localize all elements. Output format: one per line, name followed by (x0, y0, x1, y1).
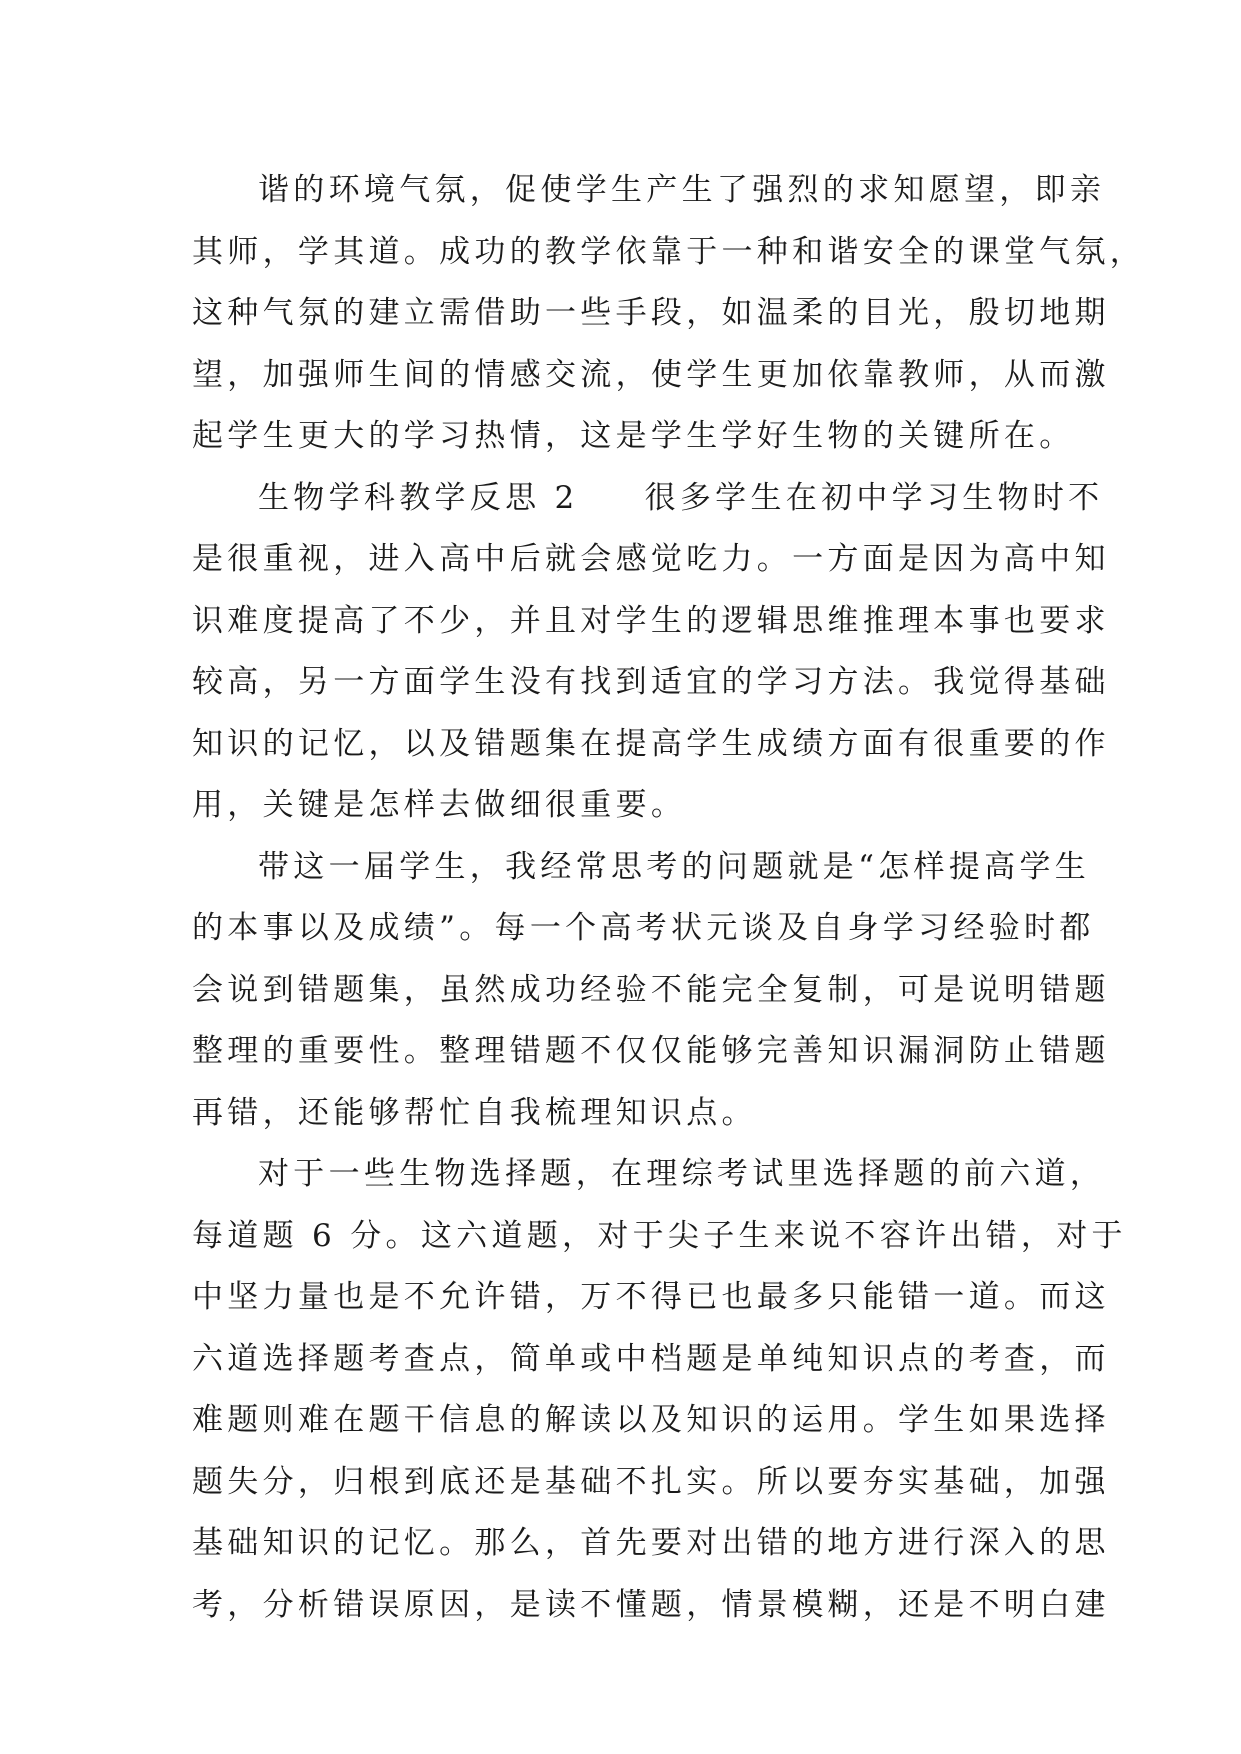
section-first-text: 很多学生在初中学习生物时不 (644, 479, 1104, 516)
text-line: 难题则难在题干信息的解读以及知识的运用。学生如果选择 (192, 1402, 1110, 1438)
text-line: 知识的记忆，以及错题集在提高学生成绩方面有很重要的作 (192, 725, 1110, 762)
section-heading: 生物学科教学反思 2 (258, 479, 579, 516)
text-line: 考，分析错误原因，是读不懂题，情景模糊，还是不明白建 (192, 1586, 1110, 1623)
text-line: 这种气氛的建立需借助一些手段，如温柔的目光，殷切地期 (192, 295, 1110, 331)
text-line: 其师，学其道。成功的教学依靠于一种和谐安全的课堂气氛， (192, 233, 1146, 270)
text-line: 是很重视，进入高中后就会感觉吃力。一方面是因为高中知 (192, 541, 1110, 577)
text-line: 的本事以及成绩”。每一个高考状元谈及自身学习经验时都 (192, 910, 1095, 946)
text-line: 识难度提高了不少，并且对学生的逻辑思维推理本事也要求 (192, 602, 1110, 639)
text-line: 谐的环境气氛，促使学生产生了强烈的求知愿望，即亲 (258, 172, 1106, 208)
text-line: 再错，还能够帮忙自我梳理知识点。 (192, 1094, 757, 1131)
text-line: 带这一届学生，我经常思考的问题就是“怎样提高学生 (258, 848, 1091, 885)
text-line: 较高，另一方面学生没有找到适宜的学习方法。我觉得基础 (192, 664, 1110, 700)
text-line: 每道题 6 分。这六道题，对于尖子生来说不容许出错，对于 (192, 1217, 1127, 1254)
text-line: 起学生更大的学习热情，这是学生学好生物的关键所在。 (192, 418, 1075, 454)
text-line: 对于一些生物选择题，在理综考试里选择题的前六道， (258, 1156, 1106, 1192)
document-body (192, 160, 1146, 1636)
text-line: 望，加强师生间的情感交流，使学生更加依靠教师，从而激 (192, 356, 1110, 393)
text-line: 题失分，归根到底还是基础不扎实。所以要夯实基础，加强 (192, 1463, 1110, 1500)
text-line: 中坚力量也是不允许错，万不得已也最多只能错一道。而这 (192, 1279, 1110, 1315)
section-line (192, 468, 1104, 530)
text-line: 基础知识的记忆。那么，首先要对出错的地方进行深入的思 (192, 1525, 1110, 1561)
text-line: 用，关键是怎样去做细很重要。 (192, 787, 687, 823)
text-line: 会说到错题集，虽然成功经验不能完全复制，可是说明错题 (192, 971, 1110, 1008)
text-line: 整理的重要性。整理错题不仅仅能够完善知识漏洞防止错题 (192, 1033, 1110, 1069)
text-line: 六道选择题考查点，简单或中档题是单纯知识点的考查，而 (192, 1340, 1110, 1377)
